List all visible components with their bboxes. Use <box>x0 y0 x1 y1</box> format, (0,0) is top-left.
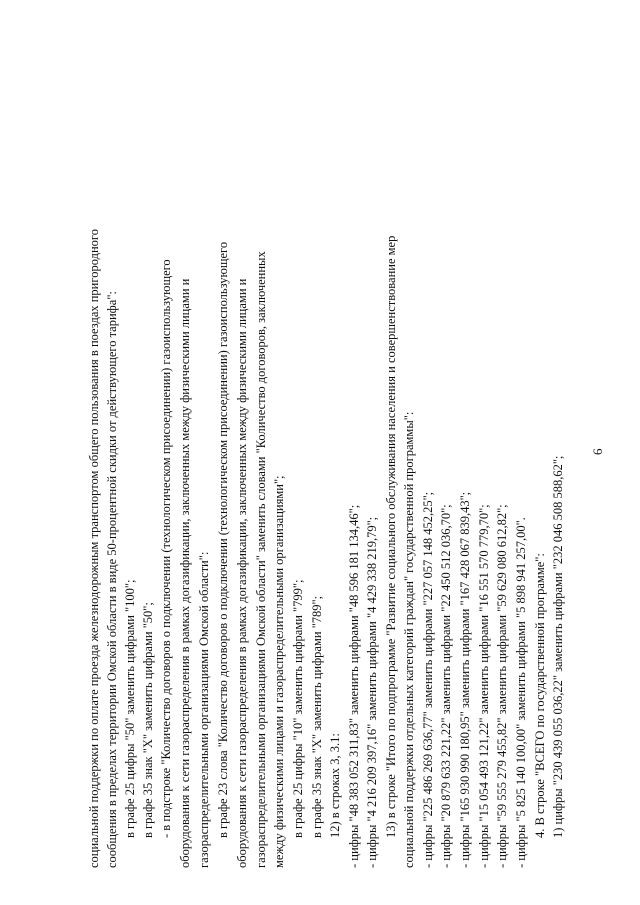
text-line: 13) в строке "Итого по подпрограмме "Развитие социального обслуживания населения и совершенствование мер <box>384 235 398 838</box>
text-line: - цифры "15 054 493 121,22" заменить цифрами "16 551 570 779,70"; <box>477 504 491 868</box>
text-line: в графе 25 цифры "10" заменить цифрами "799"; <box>291 579 305 838</box>
text-line: в графе 25 цифры "50" заменить цифрами "100"; <box>123 579 137 838</box>
text-line: сообщения в пределах территории Омской области в виде 50-процентной скидки от действующего тарифа": <box>105 291 119 868</box>
text-line: 12) в строках 3, 3.1: <box>328 733 342 838</box>
text-line: социальной поддержки отдельных категорий граждан" государственной программы": <box>402 411 416 868</box>
text-line: газораспределительными организациями Омской области" заменить словами "Количество договоров, заключенных <box>254 251 268 868</box>
text-line: - в подстроке "Количество договоров о подключении (технологическом присоединении) газоиспользующего <box>159 259 173 838</box>
text-line: оборудования к сети газораспределения в рамках догазификации, заключенных между физическими лицами и <box>178 278 192 868</box>
text-line: - цифры "225 486 269 636,77" заменить цифрами "227 057 148 452,25"; <box>421 491 435 868</box>
text-line: между физическими лицами и газораспределительными организациями"; <box>272 475 286 868</box>
page-number: 6 <box>590 448 605 455</box>
text-line: в графе 35 знак "X" заменить цифрами "789"; <box>310 595 324 838</box>
text-line: - цифры "4 216 209 397,16" заменить цифрами "4 429 338 219,79"; <box>365 516 379 868</box>
text-line: - цифры "59 555 279 455,82" заменить цифрами "59 629 080 612,82"; <box>495 504 509 868</box>
text-line: оборудования к сети газораспределения в рамках догазификации, заключенных между физическими лицами и <box>235 278 249 868</box>
text-line: - цифры "165 930 990 180,95" заменить цифрами "167 428 067 839,43"; <box>458 491 472 868</box>
text-line: - цифры "20 879 633 221,22" заменить цифрами "22 450 512 036,70"; <box>439 504 453 868</box>
text-line: в графе 23 слова "Количество договоров о подключении (технологическом присоединении) газоиспользующего <box>216 241 230 838</box>
text-line: в графе 35 знак "X" заменить цифрами "50"; <box>141 602 155 838</box>
text-line: социальной поддержки по оплате проезда железнодорожным транспортом общего пользования в поездах пригородного <box>87 229 101 868</box>
text-line: - цифры "5 825 140 100,00" заменить цифрами "5 898 941 257,00". <box>514 517 528 868</box>
text-line: 4. В строке "ВСЕГО по государственной программе": <box>533 553 547 838</box>
text-line: газораспределительными организациями Омской области": <box>197 551 211 868</box>
text-line: - цифры "48 383 052 311,83" заменить цифрами "48 596 181 134,46"; <box>347 504 361 868</box>
text-line: 1) цифры "230 439 055 036,22" заменить цифрами "232 046 508 588,62"; <box>551 455 565 838</box>
